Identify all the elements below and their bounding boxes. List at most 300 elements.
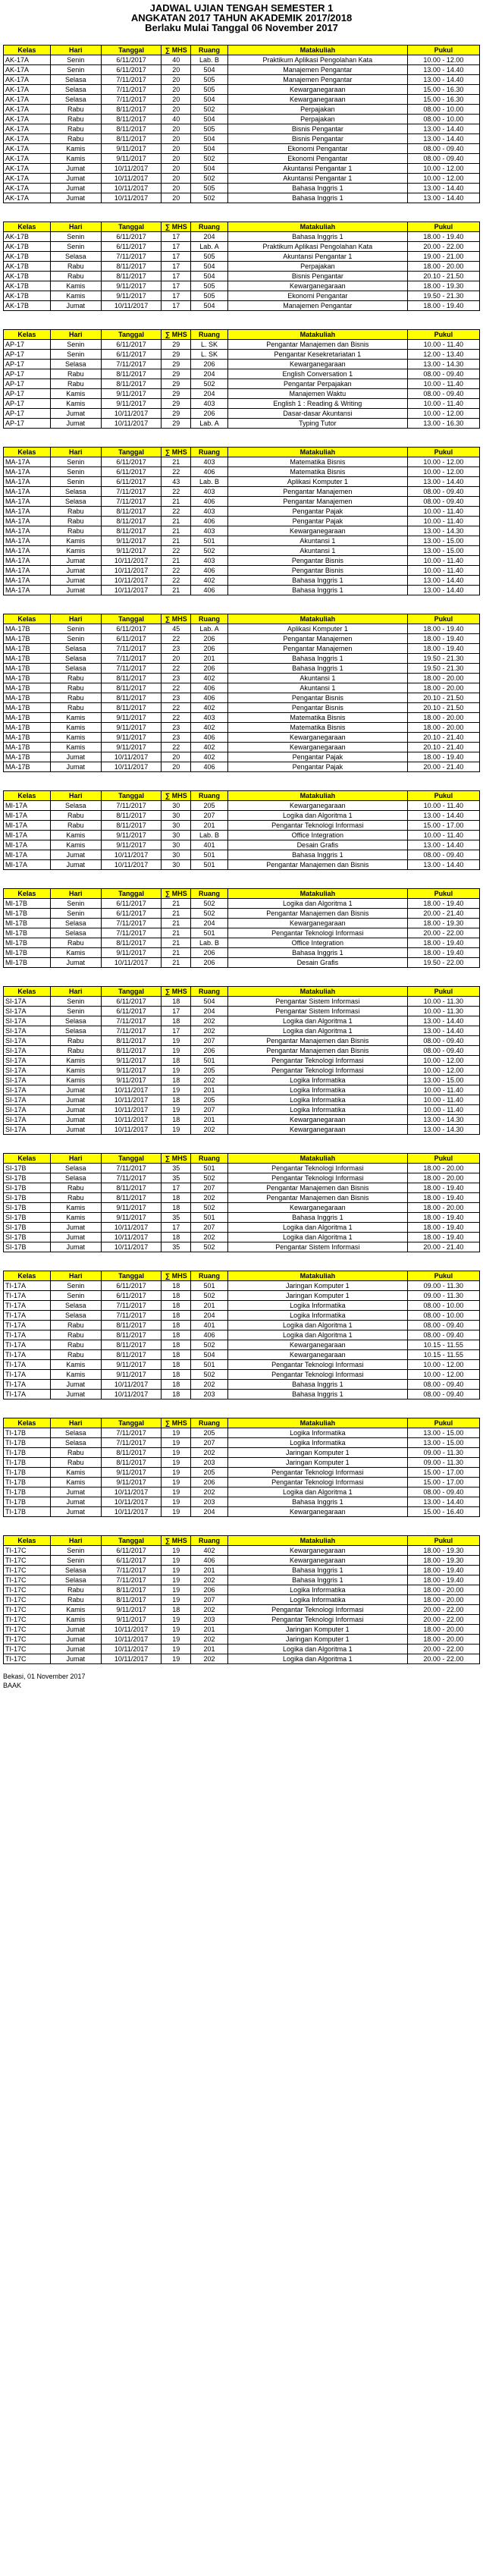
cell-class: AP-17 <box>4 419 51 429</box>
cell-room: 203 <box>191 1497 228 1507</box>
cell-class: MA-17B <box>4 644 51 654</box>
cell-day: Kamis <box>50 1360 101 1370</box>
cell-count: 20 <box>162 85 191 95</box>
cell-day: Selasa <box>50 1173 101 1183</box>
table-row <box>4 811 480 821</box>
column-header-date: Tanggal <box>101 889 162 899</box>
footer-signer: BAAK <box>3 1682 22 1689</box>
cell-count: 21 <box>162 586 191 595</box>
cell-course: Kewarganegaraan <box>227 1125 407 1135</box>
cell-course: Bisnis Pengantar <box>227 272 407 281</box>
cell-course: Logika Informatika <box>227 1585 407 1595</box>
cell-time: 08.00 - 10.00 <box>407 115 479 124</box>
cell-count: 19 <box>162 1546 191 1556</box>
cell-class: TI-17A <box>4 1380 51 1390</box>
cell-course: Logika dan Algoritma 1 <box>227 1645 407 1654</box>
cell-time: 18.00 - 19.40 <box>407 1193 479 1203</box>
schedule-section <box>3 329 483 429</box>
table-row <box>4 1645 480 1654</box>
cell-date: 7/11/2017 <box>101 654 162 664</box>
cell-count: 19 <box>162 1615 191 1625</box>
cell-date: 10/11/2017 <box>101 1625 162 1635</box>
table-row <box>4 272 480 281</box>
section-gap <box>0 595 483 614</box>
cell-count: 18 <box>162 1016 191 1026</box>
cell-count: 19 <box>162 1428 191 1438</box>
column-header-room: Ruang <box>191 1154 228 1164</box>
table-row <box>4 144 480 154</box>
cell-class: TI-17A <box>4 1311 51 1321</box>
cell-room: 207 <box>191 811 228 821</box>
cell-course: Kewarganegaraan <box>227 1203 407 1213</box>
cell-class: TI-17B <box>4 1438 51 1448</box>
cell-time: 10.00 - 12.00 <box>407 1370 479 1380</box>
cell-day: Selasa <box>50 1301 101 1311</box>
cell-day: Jumat <box>50 1115 101 1125</box>
table-row <box>4 1585 480 1595</box>
cell-room: 402 <box>191 752 228 762</box>
table-row <box>4 536 480 546</box>
table-row <box>4 938 480 948</box>
table-row <box>4 134 480 144</box>
section-gap <box>0 1252 483 1271</box>
cell-time: 10.00 - 12.00 <box>407 1066 479 1076</box>
section-gap <box>0 429 483 447</box>
cell-date: 9/11/2017 <box>101 546 162 556</box>
cell-class: SI-17A <box>4 1076 51 1085</box>
cell-class: SI-17A <box>4 1036 51 1046</box>
cell-day: Senin <box>50 1007 101 1016</box>
cell-course: Typing Tutor <box>227 419 407 429</box>
cell-count: 29 <box>162 360 191 369</box>
cell-course: Pengantar Teknologi Informasi <box>227 821 407 831</box>
table-row <box>4 526 480 536</box>
cell-room: 206 <box>191 1585 228 1595</box>
cell-date: 8/11/2017 <box>101 369 162 379</box>
cell-class: MI-17A <box>4 831 51 840</box>
cell-count: 29 <box>162 409 191 419</box>
table-row <box>4 997 480 1007</box>
cell-time: 18.00 - 19.30 <box>407 919 479 928</box>
table-row <box>4 369 480 379</box>
cell-class: MA-17B <box>4 654 51 664</box>
column-header-day: Hari <box>50 889 101 899</box>
cell-room: 403 <box>191 507 228 517</box>
cell-class: MI-17B <box>4 928 51 938</box>
cell-count: 19 <box>162 1448 191 1458</box>
cell-count: 17 <box>162 1223 191 1233</box>
cell-course: Perpajakan <box>227 115 407 124</box>
cell-class: MI-17B <box>4 899 51 909</box>
table-row <box>4 1654 480 1664</box>
cell-count: 23 <box>162 693 191 703</box>
cell-day: Selasa <box>50 95 101 105</box>
table-header-row <box>4 614 480 624</box>
cell-course: Pengantar Bisnis <box>227 693 407 703</box>
cell-class: AP-17 <box>4 399 51 409</box>
cell-class: MI-17B <box>4 909 51 919</box>
cell-date: 10/11/2017 <box>101 1380 162 1390</box>
cell-time: 18.00 - 19.40 <box>407 1223 479 1233</box>
cell-time: 08.00 - 09.40 <box>407 154 479 164</box>
cell-class: AK-17A <box>4 115 51 124</box>
table-row <box>4 1026 480 1036</box>
cell-class: AK-17B <box>4 301 51 311</box>
table-row <box>4 164 480 174</box>
cell-date: 10/11/2017 <box>101 1085 162 1095</box>
column-header-course: Matakuliah <box>227 1418 407 1428</box>
column-header-day: Hari <box>50 987 101 997</box>
cell-class: TI-17B <box>4 1487 51 1497</box>
table-row <box>4 733 480 743</box>
column-header-time: Pukul <box>407 1154 479 1164</box>
column-header-class: Kelas <box>4 1536 51 1546</box>
cell-course: Kewarganegaraan <box>227 85 407 95</box>
cell-count: 30 <box>162 831 191 840</box>
cell-course: Bahasa Inggris 1 <box>227 1566 407 1575</box>
table-row <box>4 193 480 203</box>
cell-time: 18.00 - 20.00 <box>407 674 479 683</box>
cell-room: 402 <box>191 674 228 683</box>
cell-course: Logika dan Algoritma 1 <box>227 811 407 821</box>
cell-count: 29 <box>162 369 191 379</box>
cell-course: Dasar-dasar Akuntansi <box>227 409 407 419</box>
cell-class: SI-17A <box>4 1007 51 1016</box>
cell-count: 40 <box>162 115 191 124</box>
table-row <box>4 1438 480 1448</box>
cell-date: 10/11/2017 <box>101 860 162 870</box>
cell-time: 13.00 - 15.00 <box>407 1438 479 1448</box>
cell-course: Pengantar Teknologi Informasi <box>227 1360 407 1370</box>
cell-count: 20 <box>162 654 191 664</box>
cell-day: Jumat <box>50 1105 101 1115</box>
cell-date: 9/11/2017 <box>101 1605 162 1615</box>
cell-day: Rabu <box>50 1448 101 1458</box>
cell-time: 13.00 - 14.40 <box>407 1497 479 1507</box>
cell-course: Pengantar Manajemen <box>227 634 407 644</box>
cell-date: 7/11/2017 <box>101 1301 162 1311</box>
cell-room: 202 <box>191 1193 228 1203</box>
table-row <box>4 723 480 733</box>
cell-date: 7/11/2017 <box>101 919 162 928</box>
cell-day: Jumat <box>50 164 101 174</box>
cell-time: 13.00 - 15.00 <box>407 1076 479 1085</box>
cell-room: 502 <box>191 1291 228 1301</box>
cell-class: SI-17B <box>4 1233 51 1242</box>
cell-date: 6/11/2017 <box>101 1556 162 1566</box>
cell-course: Bahasa Inggris 1 <box>227 1497 407 1507</box>
cell-room: 202 <box>191 1016 228 1026</box>
cell-room: 202 <box>191 1380 228 1390</box>
cell-date: 8/11/2017 <box>101 1036 162 1046</box>
footer-place-date: Bekasi, 01 November 2017 <box>3 1673 86 1680</box>
cell-day: Kamis <box>50 831 101 840</box>
cell-course: Desain Grafis <box>227 958 407 968</box>
cell-count: 17 <box>162 301 191 311</box>
cell-room: 403 <box>191 713 228 723</box>
table-row <box>4 1635 480 1645</box>
cell-date: 8/11/2017 <box>101 683 162 693</box>
schedule-section <box>3 447 483 595</box>
cell-room: 501 <box>191 1164 228 1173</box>
cell-day: Senin <box>50 65 101 75</box>
cell-time: 10.00 - 11.40 <box>407 566 479 576</box>
table-row <box>4 487 480 497</box>
cell-count: 20 <box>162 75 191 85</box>
column-header-count: ∑ MHS <box>162 987 191 997</box>
cell-day: Kamis <box>50 144 101 154</box>
schedule-section <box>3 790 483 870</box>
cell-time: 18.00 - 19.40 <box>407 644 479 654</box>
schedule-table <box>3 1153 480 1252</box>
cell-date: 8/11/2017 <box>101 1458 162 1468</box>
cell-class: SI-17A <box>4 1085 51 1095</box>
cell-count: 23 <box>162 723 191 733</box>
cell-course: Logika Informatika <box>227 1311 407 1321</box>
cell-time: 09.00 - 11.30 <box>407 1448 479 1458</box>
cell-time: 18.00 - 19.40 <box>407 1233 479 1242</box>
cell-room: 406 <box>191 517 228 526</box>
cell-count: 19 <box>162 1585 191 1595</box>
cell-day: Rabu <box>50 105 101 115</box>
cell-class: SI-17B <box>4 1183 51 1193</box>
table-header-row <box>4 791 480 801</box>
cell-time: 10.00 - 11.40 <box>407 556 479 566</box>
cell-count: 22 <box>162 566 191 576</box>
cell-room: 406 <box>191 762 228 772</box>
cell-course: Akuntansi Pengantar 1 <box>227 252 407 262</box>
cell-time: 20.10 - 21.50 <box>407 272 479 281</box>
cell-class: TI-17A <box>4 1301 51 1311</box>
cell-class: MA-17A <box>4 526 51 536</box>
table-row <box>4 1595 480 1605</box>
column-header-date: Tanggal <box>101 1154 162 1164</box>
cell-room: 505 <box>191 184 228 193</box>
column-header-course: Matakuliah <box>227 889 407 899</box>
cell-date: 9/11/2017 <box>101 733 162 743</box>
cell-class: AK-17B <box>4 262 51 272</box>
cell-room: 204 <box>191 389 228 399</box>
cell-class: AP-17 <box>4 369 51 379</box>
cell-time: 18.00 - 20.00 <box>407 262 479 272</box>
cell-course: Bisnis Pengantar <box>227 134 407 144</box>
cell-date: 7/11/2017 <box>101 95 162 105</box>
cell-day: Jumat <box>50 1507 101 1517</box>
cell-time: 20.10 - 21.50 <box>407 693 479 703</box>
schedule-section <box>3 1271 483 1400</box>
cell-course: Aplikasi Komputer 1 <box>227 477 407 487</box>
schedule-section <box>3 1418 483 1517</box>
cell-day: Kamis <box>50 1213 101 1223</box>
cell-class: SI-17B <box>4 1223 51 1233</box>
cell-room: 201 <box>191 821 228 831</box>
cell-class: MA-17A <box>4 477 51 487</box>
cell-time: 10.00 - 12.00 <box>407 1056 479 1066</box>
table-header-row <box>4 46 480 55</box>
cell-date: 9/11/2017 <box>101 1213 162 1223</box>
cell-day: Jumat <box>50 1242 101 1252</box>
cell-count: 23 <box>162 674 191 683</box>
cell-date: 9/11/2017 <box>101 1468 162 1478</box>
cell-day: Jumat <box>50 1487 101 1497</box>
table-row <box>4 1095 480 1105</box>
cell-time: 18.00 - 20.00 <box>407 1203 479 1213</box>
cell-count: 17 <box>162 281 191 291</box>
table-row <box>4 95 480 105</box>
column-header-class: Kelas <box>4 330 51 340</box>
cell-count: 18 <box>162 1233 191 1242</box>
cell-course: Akuntansi Pengantar 1 <box>227 164 407 174</box>
column-header-time: Pukul <box>407 1271 479 1281</box>
cell-count: 18 <box>162 1330 191 1340</box>
cell-date: 7/11/2017 <box>101 85 162 95</box>
cell-time: 10.00 - 12.00 <box>407 55 479 65</box>
column-header-count: ∑ MHS <box>162 46 191 55</box>
cell-class: AK-17A <box>4 65 51 75</box>
cell-time: 13.00 - 14.40 <box>407 134 479 144</box>
cell-date: 8/11/2017 <box>101 1321 162 1330</box>
column-header-time: Pukul <box>407 46 479 55</box>
cell-room: 201 <box>191 1301 228 1311</box>
cell-day: Rabu <box>50 272 101 281</box>
cell-time: 18.00 - 19.40 <box>407 1566 479 1575</box>
table-row <box>4 1056 480 1066</box>
cell-date: 8/11/2017 <box>101 115 162 124</box>
cell-count: 21 <box>162 556 191 566</box>
cell-day: Selasa <box>50 497 101 507</box>
cell-date: 6/11/2017 <box>101 65 162 75</box>
table-row <box>4 105 480 115</box>
schedule-section <box>3 1535 483 1664</box>
cell-time: 20.00 - 22.00 <box>407 242 479 252</box>
cell-date: 8/11/2017 <box>101 1448 162 1458</box>
cell-time: 10.00 - 11.40 <box>407 379 479 389</box>
cell-count: 18 <box>162 1301 191 1311</box>
cell-count: 29 <box>162 379 191 389</box>
cell-class: TI-17A <box>4 1330 51 1340</box>
cell-count: 18 <box>162 1115 191 1125</box>
cell-day: Senin <box>50 457 101 467</box>
cell-time: 10.15 - 11.55 <box>407 1350 479 1360</box>
cell-course: Ekonomi Pengantar <box>227 291 407 301</box>
cell-count: 19 <box>162 1085 191 1095</box>
cell-course: Bahasa Inggris 1 <box>227 232 407 242</box>
schedule-section <box>3 986 483 1135</box>
cell-count: 29 <box>162 389 191 399</box>
schedule-section <box>3 614 483 772</box>
cell-day: Jumat <box>50 586 101 595</box>
cell-date: 9/11/2017 <box>101 1360 162 1370</box>
table-row <box>4 1380 480 1390</box>
cell-date: 10/11/2017 <box>101 762 162 772</box>
cell-date: 8/11/2017 <box>101 703 162 713</box>
table-row <box>4 1448 480 1458</box>
cell-day: Jumat <box>50 1095 101 1105</box>
cell-date: 10/11/2017 <box>101 301 162 311</box>
cell-class: TI-17B <box>4 1458 51 1468</box>
cell-room: 502 <box>191 154 228 164</box>
cell-room: 504 <box>191 272 228 281</box>
cell-date: 8/11/2017 <box>101 938 162 948</box>
cell-class: MA-17B <box>4 762 51 772</box>
cell-day: Rabu <box>50 683 101 693</box>
column-header-count: ∑ MHS <box>162 1154 191 1164</box>
cell-room: 502 <box>191 1173 228 1183</box>
cell-class: TI-17C <box>4 1635 51 1645</box>
cell-count: 20 <box>162 65 191 75</box>
cell-date: 9/11/2017 <box>101 1615 162 1625</box>
cell-class: TI-17A <box>4 1281 51 1291</box>
cell-day: Jumat <box>50 1085 101 1095</box>
column-header-course: Matakuliah <box>227 1536 407 1546</box>
cell-room: 207 <box>191 1183 228 1193</box>
cell-class: TI-17C <box>4 1575 51 1585</box>
cell-count: 20 <box>162 184 191 193</box>
cell-room: 502 <box>191 546 228 556</box>
cell-room: 206 <box>191 948 228 958</box>
cell-room: Lab. B <box>191 938 228 948</box>
cell-count: 21 <box>162 497 191 507</box>
cell-room: 502 <box>191 909 228 919</box>
schedule-section <box>3 221 483 311</box>
cell-date: 6/11/2017 <box>101 477 162 487</box>
table-row <box>4 693 480 703</box>
cell-date: 8/11/2017 <box>101 526 162 536</box>
cell-date: 9/11/2017 <box>101 1370 162 1380</box>
cell-course: Pengantar Teknologi Informasi <box>227 1173 407 1183</box>
table-row <box>4 909 480 919</box>
cell-count: 21 <box>162 517 191 526</box>
cell-date: 10/11/2017 <box>101 1105 162 1115</box>
table-row <box>4 801 480 811</box>
cell-class: TI-17C <box>4 1645 51 1654</box>
cell-class: TI-17C <box>4 1605 51 1615</box>
cell-count: 30 <box>162 821 191 831</box>
cell-course: Pengantar Manajemen dan Bisnis <box>227 1193 407 1203</box>
cell-class: TI-17B <box>4 1468 51 1478</box>
cell-room: 204 <box>191 1007 228 1016</box>
cell-course: Pengantar Teknologi Informasi <box>227 1478 407 1487</box>
schedule-sections <box>0 33 483 1664</box>
cell-course: Pengantar Sistem Informasi <box>227 1242 407 1252</box>
cell-date: 10/11/2017 <box>101 566 162 576</box>
cell-room: 204 <box>191 369 228 379</box>
cell-class: SI-17B <box>4 1173 51 1183</box>
cell-class: MA-17A <box>4 507 51 517</box>
cell-class: MA-17B <box>4 693 51 703</box>
cell-time: 18.00 - 19.30 <box>407 281 479 291</box>
table-row <box>4 301 480 311</box>
cell-class: MA-17A <box>4 487 51 497</box>
cell-class: MA-17B <box>4 664 51 674</box>
cell-room: 505 <box>191 252 228 262</box>
cell-class: MI-17B <box>4 958 51 968</box>
cell-day: Senin <box>50 232 101 242</box>
table-row <box>4 556 480 566</box>
cell-room: 504 <box>191 1350 228 1360</box>
cell-room: Lab. A <box>191 419 228 429</box>
cell-class: MI-17B <box>4 938 51 948</box>
cell-date: 10/11/2017 <box>101 1654 162 1664</box>
cell-date: 7/11/2017 <box>101 801 162 811</box>
cell-day: Kamis <box>50 389 101 399</box>
cell-course: Pengantar Teknologi Informasi <box>227 928 407 938</box>
column-header-date: Tanggal <box>101 614 162 624</box>
cell-course: Kewarganegaraan <box>227 281 407 291</box>
table-row <box>4 1370 480 1380</box>
section-gap <box>0 1517 483 1535</box>
cell-date: 10/11/2017 <box>101 1233 162 1242</box>
